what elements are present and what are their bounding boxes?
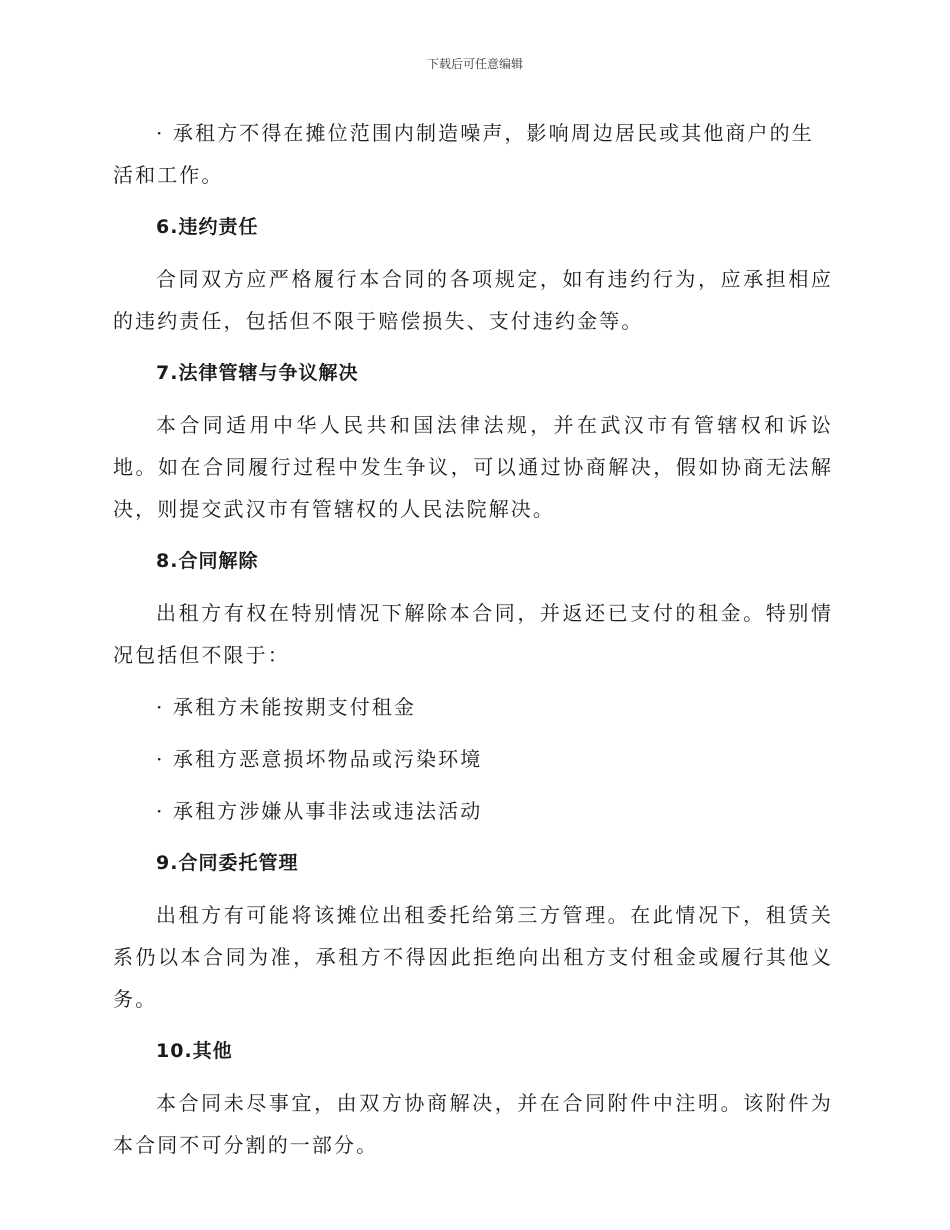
bullet-illegal-activity: · 承租方涉嫌从事非法或违法活动 — [156, 799, 483, 823]
bullet-damage: · 承租方恶意损坏物品或污染环境 — [156, 747, 483, 771]
section-7-paragraph: 本合同适用中华人民共和国法律法规，并在武汉市有管辖权和诉讼地。如在合同履行过程中发生争议，可以通过协商解决，假如协商无法解决，则提交武汉市有管辖权的人民法院解决。 — [113, 413, 833, 521]
section-8-paragraph: 出租方有权在特别情况下解除本合同，并返还已支付的租金。特别情况包括但不限于： — [113, 601, 833, 667]
document-body — [113, 112, 833, 1176]
section-6-paragraph: 合同双方应严格履行本合同的各项规定，如有违约行为，应承担相应的违约责任，包括但不限于赔偿损失、支付违约金等。 — [113, 267, 833, 333]
section-9-paragraph: 出租方有可能将该摊位出租委托给第三方管理。在此情况下，租赁关系仍以本合同为准，承租方不得因此拒绝向出租方支付租金或履行其他义务。 — [113, 903, 833, 1011]
section-heading-6: 6.违约责任 — [156, 216, 259, 238]
section-heading-7: 7.法律管辖与争议解决 — [156, 362, 359, 384]
bullet-noise-clause: · 承租方不得在摊位范围内制造噪声，影响周边居民或其他商户的生活和工作。 — [113, 121, 814, 187]
section-heading-9: 9.合同委托管理 — [156, 852, 299, 874]
page-header: 下载后可任意编辑 — [426, 57, 523, 71]
section-heading-8: 8.合同解除 — [156, 550, 259, 572]
section-10-paragraph: 本合同未尽事宜，由双方协商解决，并在合同附件中注明。该附件为本合同不可分割的一部分。 — [113, 1091, 833, 1157]
section-heading-10: 10.其他 — [156, 1040, 233, 1062]
bullet-unpaid-rent: · 承租方未能按期支付租金 — [156, 695, 417, 719]
